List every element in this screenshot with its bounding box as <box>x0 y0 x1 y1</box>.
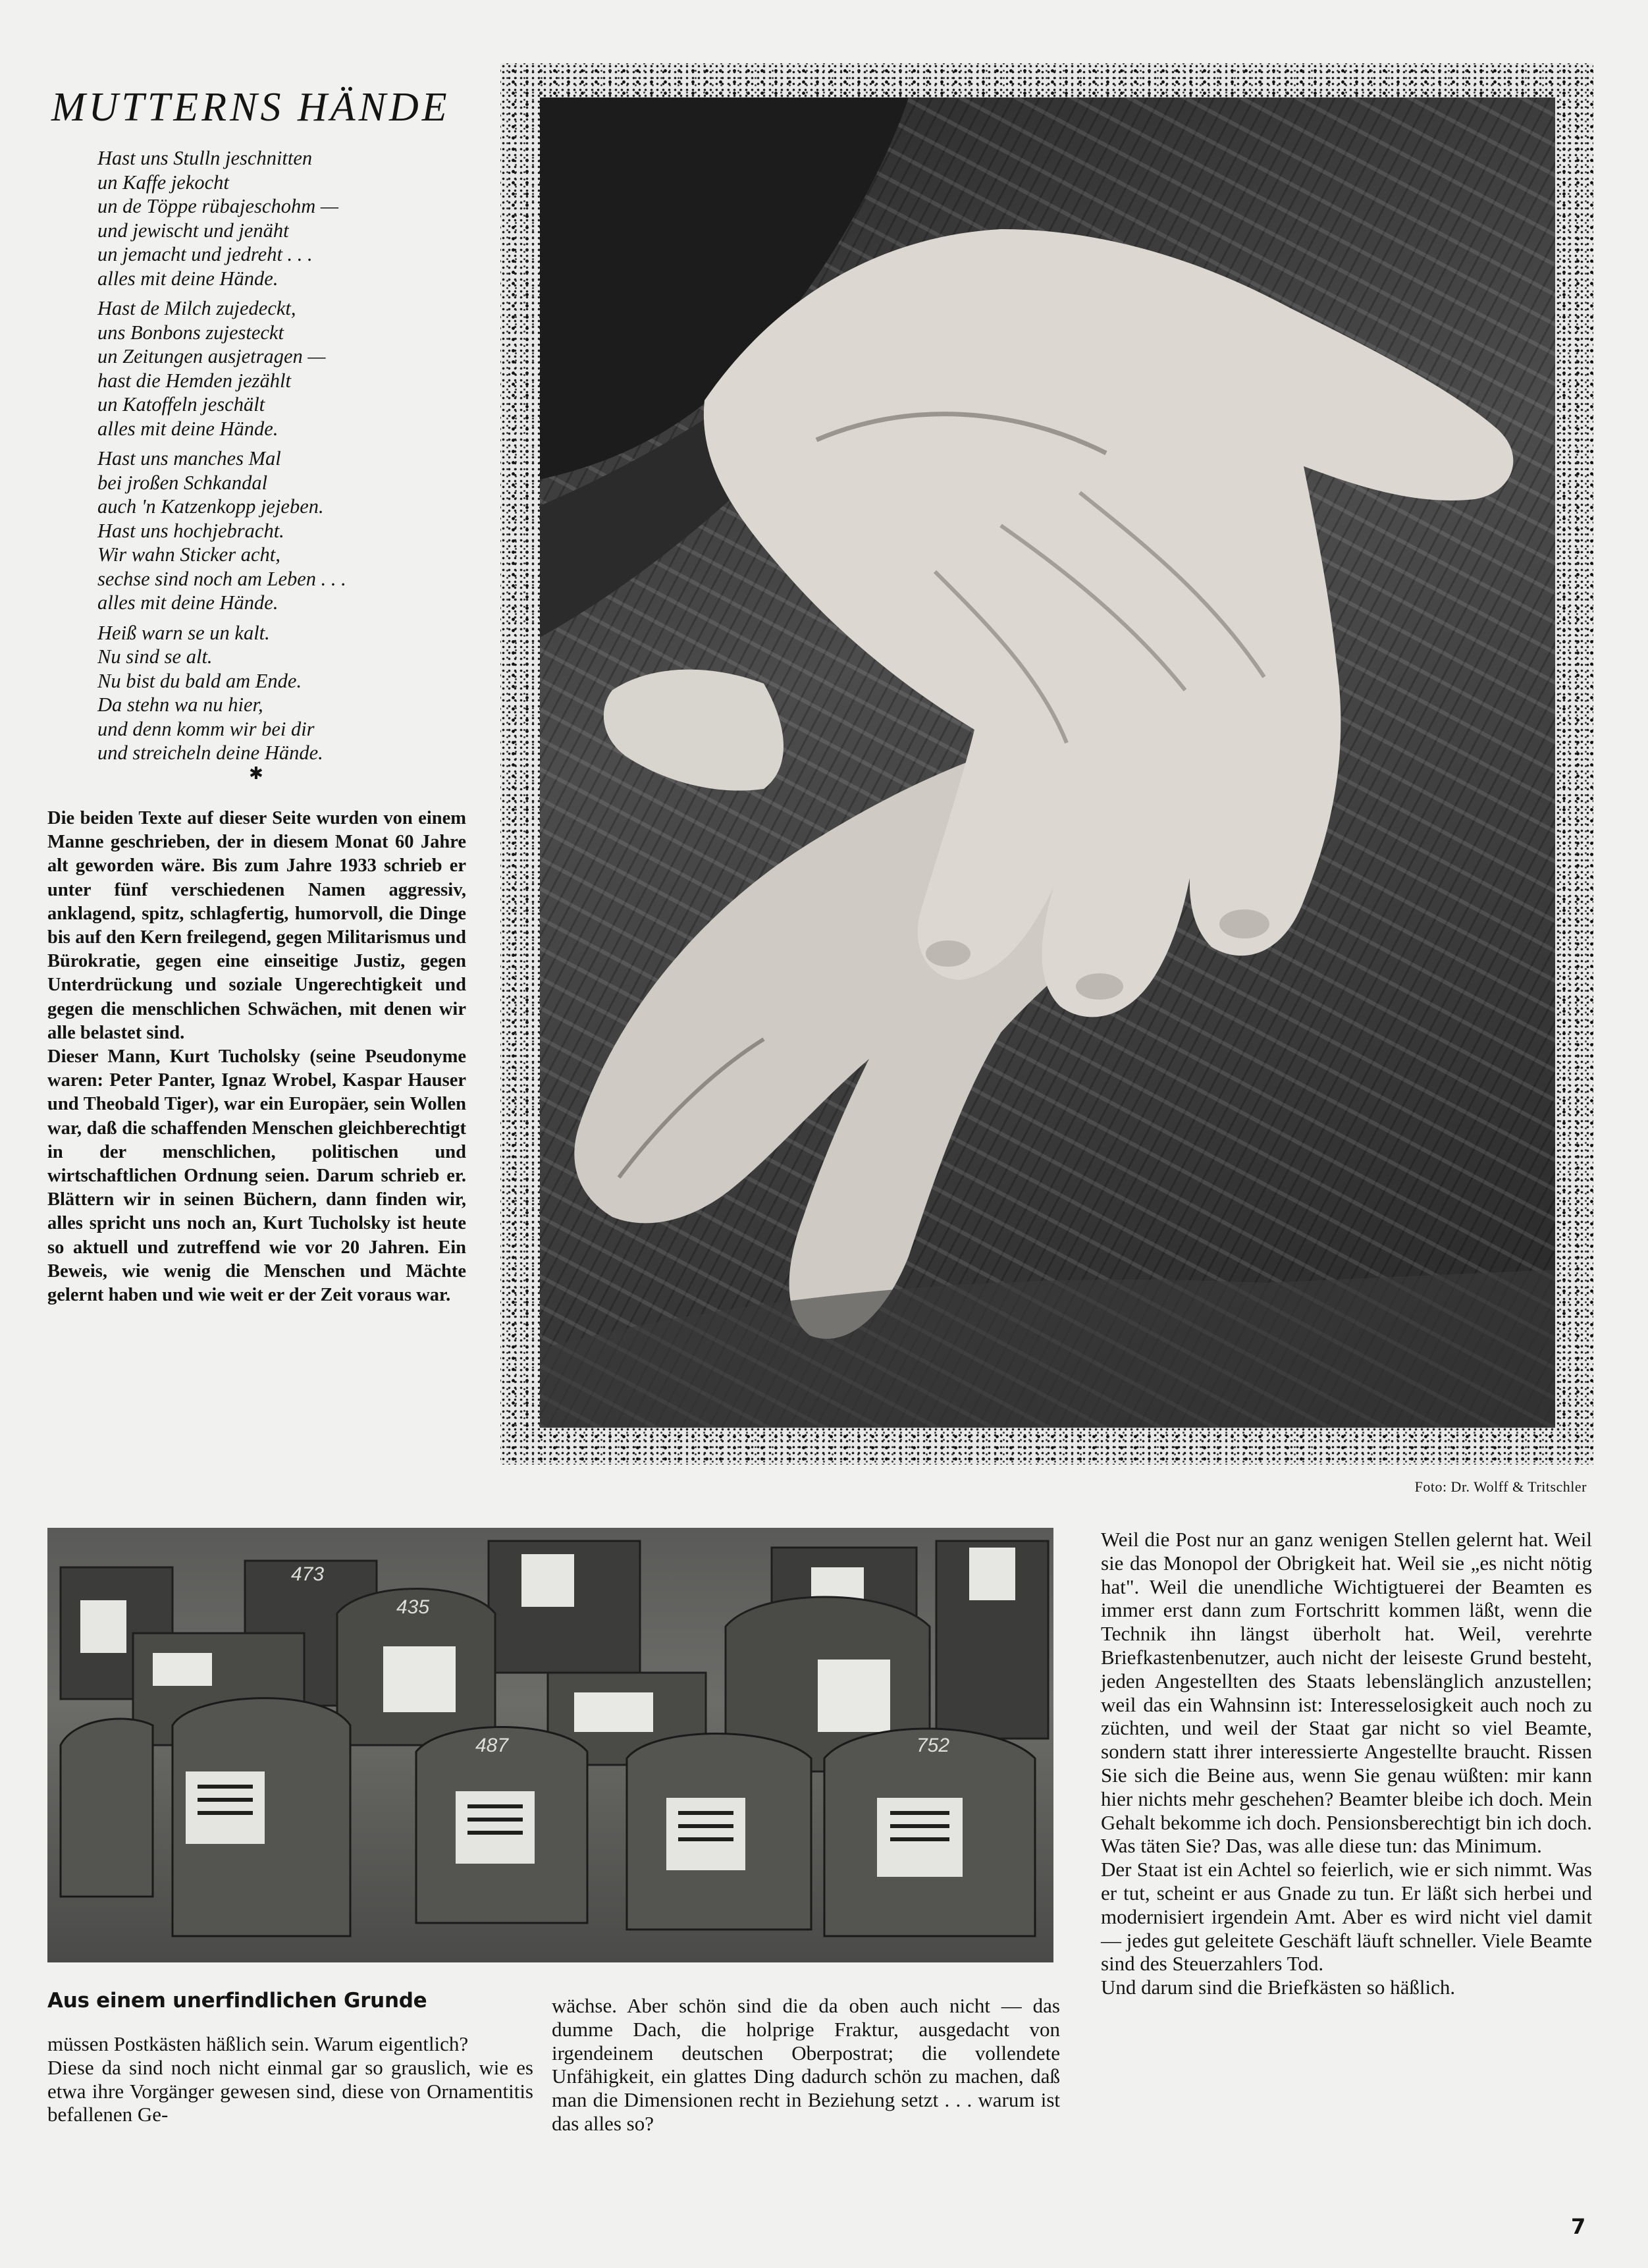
photo-credit: Foto: Dr. Wolff & Tritschler <box>1414 1478 1587 1495</box>
hands-illustration <box>540 97 1555 1428</box>
article-paragraph: Diese da sind noch nicht einmal gar so grauslich, wie es etwa ihre Vorgänger gewesen sind, diese von Ornamentitis befallenen Ge- <box>47 2055 533 2126</box>
poem-line: und jewischt und jenäht <box>97 219 289 242</box>
mailbox-photo <box>47 1528 1053 1962</box>
poem-line: Hast uns Stulln jeschnitten <box>97 147 313 169</box>
intro-paragraph: Die beiden Texte auf dieser Seite wurden von einem Manne geschrieben, der in diesem Monat 60 Jahre alt geworden wäre. Bis zum Jahre 1933 schrieb er unter fünf verschiedenen Namen aggressiv, anklagend, spitz, schlagfertig, humorvoll, die Dinge bis auf den Kern freilegend, gegen Militarismus und Bürokratie, gegen eine einseitige Justiz, gegen Unterdrückung und soziale Ungerechtigkeit und gegen die menschlichen Schwächen, mit denen wir alle belastet sind. <box>47 808 466 1043</box>
mailbox-illustration <box>47 1528 1053 1962</box>
page-number: 7 <box>1571 2214 1586 2239</box>
intro-paragraph: Dieser Mann, Kurt Tucholsky (seine Pseudonyme waren: Peter Panter, Ignaz Wrobel, Kaspar Hauser und Theobald Tiger), war ein Europäer, sein Wollen war, daß die schaffenden Menschen gleichberechtigt in der menschlichen, politischen und wirtschaftlichen Ordnung seien. Darum schrieb er. Blättern wir in seinen Büchern, dann finden wir, alles spricht uns noch an, Kurt Tucholsky ist heute so aktuell und zutreffend wie vor 20 Jahren. Ein Beweis, wie wenig die Menschen und Mächte gelernt haben und wie weit er der Zeit voraus war. <box>47 1046 466 1306</box>
hands-photo <box>540 97 1555 1428</box>
box-number-label: 752 <box>917 1735 950 1756</box>
poem-stanza <box>97 446 466 615</box>
poem-line: uns Bonbons zujesteckt <box>97 321 284 344</box>
poem-line: alles mit deine Hände. <box>97 267 279 290</box>
article-paragraph: müssen Postkästen häßlich sein. Warum eigentlich? <box>47 2032 469 2055</box>
poem-body <box>97 146 466 771</box>
poem-line: Hast uns manches Mal <box>97 447 281 470</box>
poem-line: un Katoffeln jeschält <box>97 393 265 416</box>
article-paragraph: Und darum sind die Briefkästen so häßlich. <box>1101 1976 1456 1999</box>
box-number-label: 487 <box>475 1735 509 1756</box>
article-paragraph: Der Staat ist ein Achtel so feierlich, wie er sich nimmt. Was er tut, scheint er aus Gnade zu tun. Er läßt sich herbei und modernisiert irgendein Amt. Aber es wird nicht viel damit — jedes gut geleitete Geschäft läuft schneller. Viele Beamte sind des Steuerzahlers Tod. <box>1101 1858 1592 1976</box>
poem-line: un Kaffe jekocht <box>97 171 229 194</box>
poem-line: alles mit deine Hände. <box>97 417 279 440</box>
poem-line: Nu bist du bald am Ende. <box>97 669 302 692</box>
poem-line: un jemacht und jedreht . . . <box>97 243 313 265</box>
article-paragraph: wächse. Aber schön sind die da oben auch nicht — das dumme Dach, die holprige Fraktur, ausgedacht von irgendeinem deutschen Oberpostrat; die vollendete Unfähigkeit, ein glattes Ding dadurch schön zu machen, daß man die Dimensionen recht in Beziehung setzt . . . warum ist das alles so? <box>552 1994 1060 2135</box>
poem-line: Hast de Milch zujedeckt, <box>97 297 296 319</box>
poem-line: und streicheln deine Hände. <box>97 742 323 764</box>
poem-title: MUTTERNS HÄNDE <box>51 85 450 130</box>
box-number-label: 473 <box>291 1563 325 1585</box>
poem-line: sechse sind noch am Leben . . . <box>97 567 346 590</box>
article-paragraph: Weil die Post nur an ganz wenigen Stellen gelernt hat. Weil sie das Monopol der Obrigkeit hat. Weil sie „es nicht nötig hat". Weil die unendliche Wichtigtuerei der Beamten es immer erst dann zum Fortschritt kommen läßt, wenn die Technik ihn längst überholt hat. Weil, verehrte Briefkastenbenutzer, auch nicht der leiseste Grund besteht, jeden Angestellten des Staats lebenslänglich anzustellen; weil das ein Wahnsinn ist: Interesselosigkeit auch noch zu züchten, und weil der Staat gar nicht so viel Beamte, sondern statt ihrer interessierte Angestellte braucht. Rissen Sie sich die Beine aus, wenn Sie genau wüßten: mir kann hier nichts mehr geschehen? Beamter bleibe ich doch. Mein Gehalt bekomme ich doch. Pensionsberechtigt bin ich doch. Was täten Sie? Das, was alle diese tun: das Minimum. <box>1101 1528 1592 1858</box>
separator-star-icon: ✱ <box>249 764 263 784</box>
poem-line: auch 'n Katzenkopp jejeben. <box>97 495 324 518</box>
poem-stanza <box>97 621 466 765</box>
poem-line: Hast uns hochjebracht. <box>97 519 284 542</box>
poem-line: Wir wahn Sticker acht, <box>97 543 280 566</box>
poem-line: bei jroßen Schkandal <box>97 471 268 494</box>
poem-line: Da stehn wa nu hier, <box>97 693 263 716</box>
poem-line: Heiß warn se un kalt. <box>97 621 270 644</box>
poem-line: Nu sind se alt. <box>97 645 213 668</box>
poem-line: hast die Hemden jezählt <box>97 369 291 392</box>
article-column-left <box>47 2032 533 2126</box>
intro-text <box>47 807 466 1307</box>
poem-line: un Zeitungen ausjetragen — <box>97 345 326 367</box>
article-column-right <box>1101 1528 1592 1999</box>
article-column-middle <box>552 1994 1060 2136</box>
poem-stanza <box>97 296 466 441</box>
poem-line: und denn komm wir bei dir <box>97 717 315 740</box>
poem-line: alles mit deine Hände. <box>97 591 279 614</box>
article-heading: Aus einem unerfindlichen Grunde <box>47 1989 427 2012</box>
box-number-label: 435 <box>396 1596 430 1618</box>
poem-stanza <box>97 146 466 290</box>
poem-line: un de Töppe rübajeschohm — <box>97 195 338 217</box>
